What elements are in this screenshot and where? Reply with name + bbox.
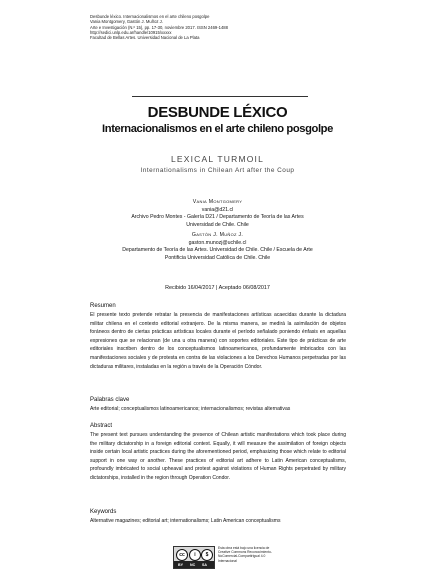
license-text [218, 546, 288, 563]
license-line: Esta obra está bajo una licencia de [218, 546, 270, 550]
resumen-text: El presente texto pretende retratar la presencia de manifestaciones artísticas acaecidas durante la dictadura militar chilena en el contexto editorial extranjero. De la misma manera, se medirá la asimilación de objetos foráneos dentro de ciertas prácticas artísticas locales durante el período señalado poniendo énfasis en aquellas expresiones que se relacionan (de una u otra manera) con soportes editoriales. Este tipo de prácticas de arte editoriales inscriben dentro de los conceptualismos latinoamericanos, profundamente imbricados con las manifestaciones sociales y de protesta en contra de las violaciones a los Derechos Humanos perpetradas por las dictaduras militares, instaladas en la región a través de la Operación Cóndor. [90, 312, 346, 370]
license-line: NoComercial-CompartirIgual 4.0 [218, 554, 266, 559]
running-header [90, 14, 410, 40]
article-subtitle: Internacionalismos en el arte chileno posgolpe [102, 123, 333, 135]
article-title: DESBUNDE LÉXICO [147, 104, 288, 121]
header-line: Vania Montgomery, Gastón J. Muñoz J. [90, 19, 163, 25]
received-accepted-dates: Recibido 16/04/2017 | Aceptado 06/08/2017 [165, 285, 270, 291]
keywords-text: Alternative magazines; editorial art; internationalisms; Latin American conceptualisms [90, 518, 281, 524]
author-email: gaston.munozj@uchile.cl [188, 239, 247, 246]
palabras-clave-heading: Palabras clave [90, 397, 130, 403]
creative-commons-badge[interactable] [173, 546, 215, 569]
keywords-heading: Keywords [90, 509, 117, 515]
author-name: Gastón J. Muñoz J. [191, 232, 244, 238]
license-by-label: BY [178, 562, 183, 567]
author-affiliation: Departamento de Teoría de las Artes. Universidad de Chile. Chile / Escuela de Arte [122, 247, 313, 254]
abstract-heading: Abstract [90, 423, 113, 429]
header-line: Facultad de Bellas Artes. Universidad Nacional de La Plata [90, 35, 200, 41]
by-person-icon: i [189, 549, 201, 561]
nc-dollar-icon: $ [201, 549, 213, 561]
english-subtitle: Internationalisms in Chilean Art after the Coup [140, 167, 295, 174]
english-title: LEXICAL TURMOIL [170, 154, 265, 164]
author-name: Vania Montgomery [192, 199, 243, 205]
license-line: Internacional [218, 558, 237, 563]
cc-icon: cc [176, 549, 188, 561]
abstract-text: The present text pursues understanding the presence of Chilean artistic manifestations which took place during the military dictatorship in a foreign editorial context. Equally, it will measure the assimilation of foreign objects inside certain local artistic practices during the aforementioned period, emphasizing those which relate to editorial support in one way or another. These practices of editorial art adhere to Latin American conceptualisms, profoundly imbricated to social upheaval and protest against violations of Human Rights perpetrated by military dictatorships, installed in the region through Operation Condor. [90, 432, 346, 481]
author-block [60, 199, 375, 229]
palabras-clave-text: Arte editorial; conceptualismos latinoamericanos; internacionalismos; revistas alternativas [90, 406, 291, 412]
resumen-heading: Resumen [90, 303, 116, 309]
license-nc-label: NC [190, 562, 196, 567]
header-line: Arte e Investigación (N.º 15), pp. 17-30, noviembre 2017. ISSN 2469-1488 [90, 24, 228, 30]
license-line: Creative Commons Reconocimiento- [218, 550, 272, 555]
title-rule [132, 96, 308, 97]
author-block [60, 232, 375, 262]
author-affiliation: Universidad de Chile. Chile [186, 221, 249, 228]
license-sa-label: SA [202, 562, 207, 567]
author-email: vania@d21.cl [201, 206, 234, 213]
header-line: http://sedici.unlp.edu.ar/handle/10915/xxxxx [90, 29, 172, 35]
author-affiliation: Pontificia Universidad Católica de Chile. Chile [164, 254, 271, 261]
author-affiliation: Archivo Pedro Montes - Galería D21 / Departamento de Teoría de las Artes [131, 214, 304, 221]
header-line: Desbunde léxico. Internacionalismos en el arte chileno posgolpe [90, 14, 210, 19]
